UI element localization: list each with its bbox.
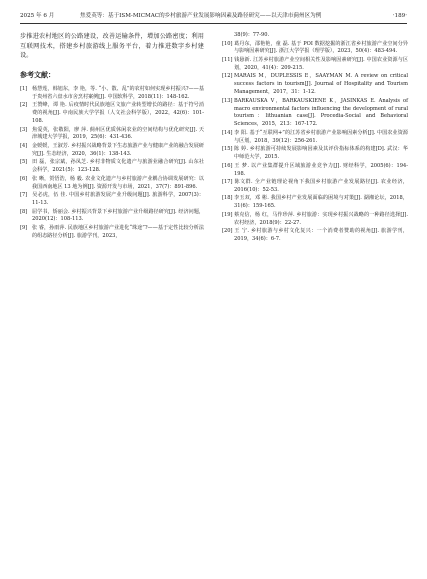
reference-number: [4] [20, 142, 28, 149]
reference-text: 田 磊，张宗斌，孙凤芝. 乡村非物质文化遗产与旅游业融合研究[J]. 山东社会科学，2021(5)：123-128. [32, 159, 204, 174]
reference-item [20, 102, 204, 126]
reference-number: [3] [20, 126, 28, 133]
reference-item [20, 127, 204, 143]
reference-text: 王赞峰，谭 艳. 后疫情时代民族地区文旅产业转型增长的路径：基于符号消费的视角[J]. 中南民族大学学报（人文社会科学版），2022，42(6)：101-108. [32, 102, 204, 124]
running-header [20, 10, 407, 22]
references-list-right [222, 32, 408, 244]
reference-item [20, 225, 204, 241]
references-list-left [20, 86, 204, 241]
references-heading: 参考文献： [20, 70, 55, 79]
body-paragraph: 步推进农村地区的公路建设，改善运输条件，增加公路密度；利用互联网技术，搭建乡村旅游线上服务平台，着力推进数字乡村建设。 [20, 33, 204, 60]
reference-item [222, 73, 408, 97]
reference-text: BARKAUSKA V，BARKAUSKIENE K，JASINKAS E. Analysis of macro environmental factors influencing the development of rural tourism：lithuanian case[J]. Procedia-Social and Behavioral Sciences，2015，213：167-172. [234, 97, 408, 128]
reference-item [222, 228, 408, 244]
right-column [222, 32, 408, 245]
reference-item [222, 98, 408, 130]
reference-item [222, 179, 408, 195]
reference-text: 焦爱英，张敬阳，廖 萍. 蓟州区优质休闲农业的空间结构与优化研究[J]. 天津城建大学学报，2019，25(6)：431-436. [32, 126, 204, 141]
reference-number: [6] [20, 175, 28, 182]
reference-text: 李玉双，邓 彬. 我国乡村产业发展面临的困境与对策[J]. 湖湘论坛，2018，31(6)：159-165. [234, 195, 408, 210]
reference-item [222, 41, 408, 57]
reference-number: [8] [20, 208, 28, 215]
reference-number: [10] [222, 40, 233, 47]
left-column [20, 32, 204, 241]
reference-text: 张 睿，孙雨萍. 民族地区乡村旅游产业进化“珠途”?——基于定性比较分析法的组态路径分析[J]. 旅游学刊，2023， [32, 224, 204, 239]
reference-text: 陈 婷. 乡村旅游可持续发展影响因素及其评价指标体系的构建[D]. 武汉：华中师范大学，2015. [234, 146, 408, 161]
reference-number: [15] [222, 146, 233, 153]
reference-item [20, 192, 204, 208]
reference-number: [20] [222, 228, 233, 235]
reference-number: [14] [222, 129, 233, 136]
reference-text: 金媛媛，王淑芳. 乡村振兴战略背景下生态旅游产业与健康产业的融合发展研究[J]. 生态经济，2020，36(1)：138-143. [32, 142, 204, 157]
reference-item [20, 176, 204, 192]
reference-number: [16] [222, 162, 233, 169]
reference-number: [2] [20, 102, 28, 109]
reference-text: 王 宁. 乡村旅游与乡村文化复兴：一个消费者赞助的视角[J]. 旅游学刊，2019，34(6)：6-7. [234, 228, 408, 243]
reference-text: 吴必虎，伍 佳. 中国乡村旅游发展产业升级问题[J]. 旅游科学，2007(3)：11-13. [32, 192, 204, 207]
reference-text: 屈学书，矫丽会. 乡村振兴背景下乡村旅游产业升级路径研究[J]. 经济问题，2020(12)：108-113. [32, 208, 204, 223]
reference-number: [13] [222, 97, 233, 104]
reference-text: 钱悬新. 江苏乡村旅游产业空间相关性及影响因素研究[J]. 中国农业资源与区划，2020，41(4)：209-215. [234, 56, 408, 71]
reference-number: [18] [222, 195, 233, 202]
reference-text: 38(9)：77-90. [234, 32, 270, 38]
reference-text: 王 梦. 以产业集群提升区域旅游业竞争力[J]. 财经科学，2005(6)：194-198. [234, 162, 408, 177]
reference-item [20, 209, 204, 225]
reference-number: [19] [222, 211, 233, 218]
reference-number: [9] [20, 224, 28, 231]
reference-text: 蔡克信，杨 红，马作珍萍. 乡村旅游：实现乡村振兴战略的一种路径选择[J]. 农村经济，2018(9)：22-27. [234, 211, 408, 226]
reference-item [20, 143, 204, 159]
reference-text: 葛丹东，邵艳艳，童 磊. 基于 POI 数据挖掘的浙江省乡村旅游产业空间分异与影响因素研究[J]. 浙江大学学报（理学版），2023，50(4)：483-494. [234, 40, 408, 55]
reference-item [20, 159, 204, 175]
reference-text: 杨慧莲，韩旭东，李 艳，等. “小、散、乱”的农村如何实现乡村振兴?——基于贵州省六盘水市舍烹村案例[J]. 中国软科学，2018(11)：148-162. [32, 85, 204, 100]
reference-item [222, 146, 408, 162]
reference-text: MARAIS M，DUPLESSIS E，SAAYMAN M. A review on critical success factors in tourism[J]. Journal of Hospitality and Tourism Management，2017，31：1-12. [234, 73, 408, 96]
reference-number: [1] [20, 85, 28, 92]
reference-number: [7] [20, 192, 28, 199]
reference-item [222, 130, 408, 146]
reference-item [222, 163, 408, 179]
reference-item [222, 212, 408, 228]
reference-text: 陈文群. 全产业链理论视角下我国乡村旅游产业发展路径[J]. 农业经济，2016(10)：52-53. [234, 179, 408, 193]
reference-number: [17] [222, 179, 233, 186]
reference-number: [11] [222, 56, 233, 63]
running-title: 焦爱英等：基于ISM-MICMAC的乡村旅游产业发展影响因素及路径研究——以天津市蓟州区为例 [80, 13, 322, 19]
page-number: ·189· [392, 13, 407, 19]
header-divider [20, 23, 407, 24]
reference-item [20, 86, 204, 102]
reference-item [222, 32, 408, 40]
reference-item [222, 57, 408, 73]
reference-number: [12] [222, 73, 233, 80]
reference-text: 张 晰，贺悟浩，杨 毅. 农业文化遗产与乡村旅游产业耦合协调发展研究：以我国西南地区 13 地为例[J]. 资源开发与市场，2021，37(7)：891-896. [32, 175, 204, 190]
issue-date: 2025 年 6 月 [20, 13, 55, 19]
reference-text: 李 阳. 基于“互联网+”的江苏省乡村旅游产业影响因素分析[J]. 中国农业资源与区划，2018，39(12)：256-261. [234, 129, 408, 144]
reference-item [222, 195, 408, 211]
reference-number: [5] [20, 159, 28, 166]
